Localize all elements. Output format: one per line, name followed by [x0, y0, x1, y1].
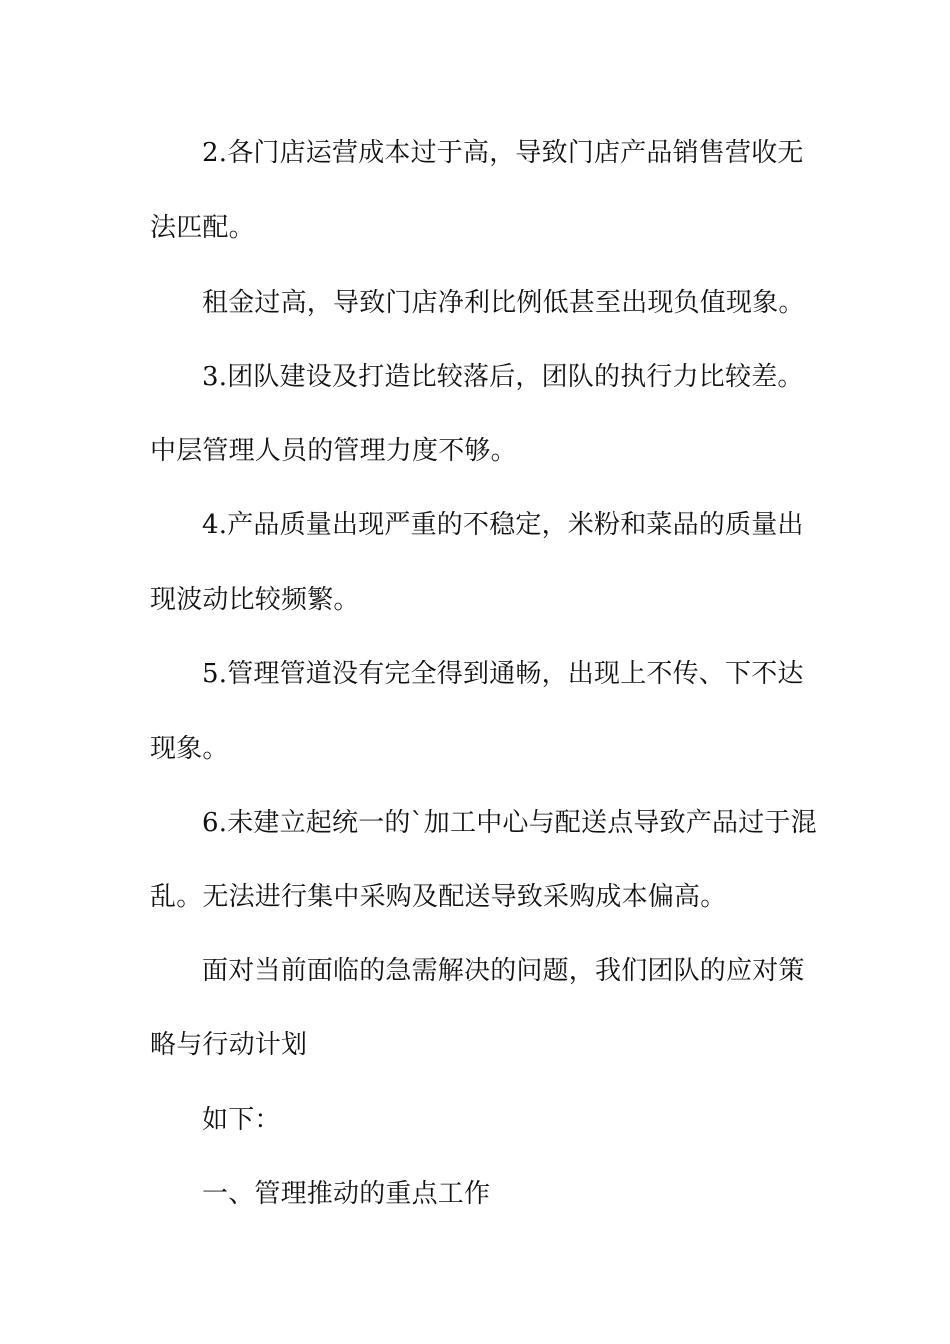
paragraph-line: 现象。 — [150, 734, 229, 764]
paragraph-line: 法匹配。 — [150, 213, 255, 243]
paragraph-line: 如下： — [202, 1105, 281, 1135]
paragraph-line: 租金过高，导致门店净利比例低甚至出现负值现象。 — [202, 288, 805, 318]
paragraph-line: 3.团队建设及打造比较落后，团队的执行力比较差。 — [202, 362, 804, 392]
section-heading: 一、管理推动的重点工作 — [202, 1179, 491, 1209]
paragraph-line: 现波动比较频繁。 — [150, 585, 360, 615]
paragraph-line: 乱。无法进行集中采购及配送导致采购成本偏高。 — [150, 882, 727, 912]
paragraph-line: 面对当前面临的急需解决的问题，我们团队的应对策 — [202, 956, 805, 986]
paragraph-line: 中层管理人员的管理力度不够。 — [150, 436, 517, 466]
paragraph-line: 5.管理管道没有完全得到通畅，出现上不传、下不达 — [202, 659, 804, 689]
paragraph-line: 略与行动计划 — [150, 1030, 308, 1060]
paragraph-line: 6.未建立起统一的`加工中心与配送点导致产品过于混 — [202, 808, 817, 838]
paragraph-line: 2.各门店运营成本过于高，导致门店产品销售营收无 — [202, 138, 804, 168]
paragraph-line: 4.产品质量出现严重的不稳定，米粉和菜品的质量出 — [202, 510, 804, 540]
